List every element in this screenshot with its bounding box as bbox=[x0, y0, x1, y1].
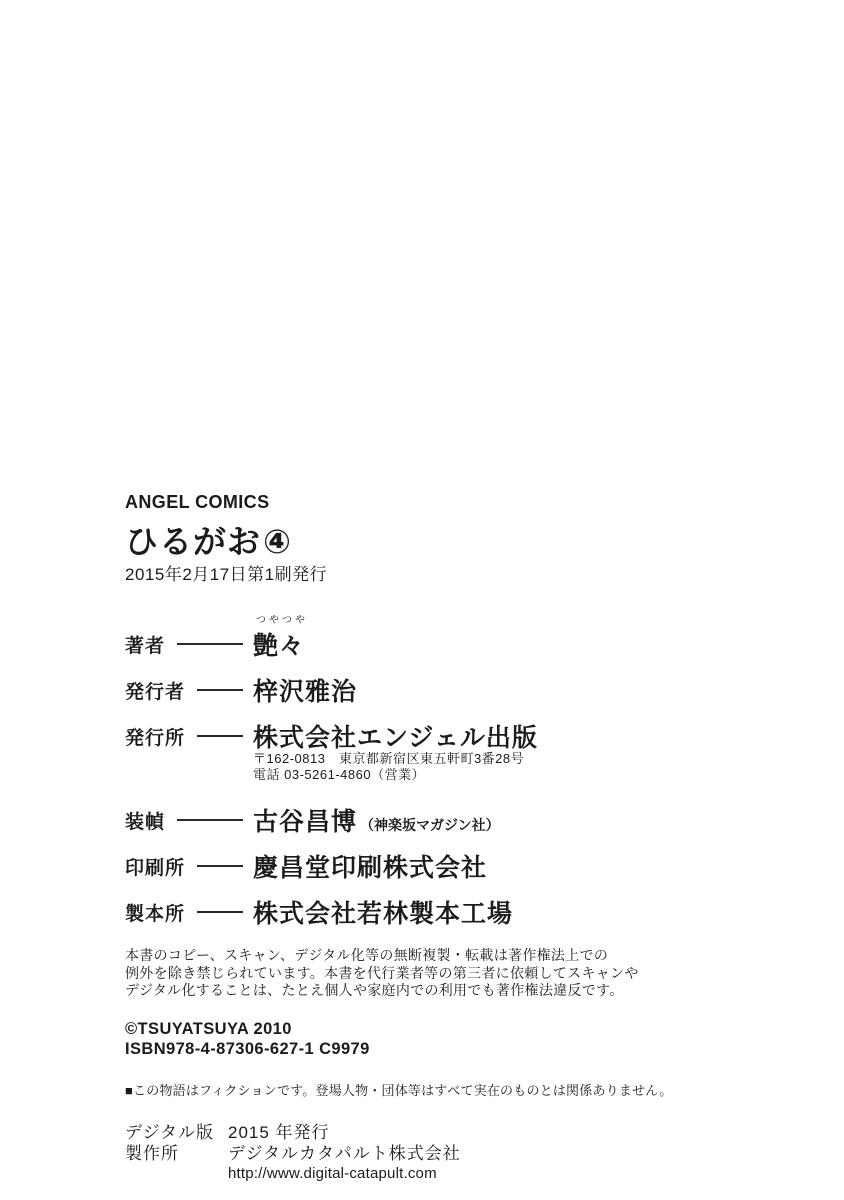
furigana-label: つやつや bbox=[256, 615, 308, 626]
credit-value: 慶昌堂印刷株式会社 bbox=[253, 854, 488, 882]
credit-row-bookbinder bbox=[125, 899, 765, 928]
credit-label: 発行所 bbox=[125, 727, 186, 749]
rule-line bbox=[177, 643, 243, 645]
imprint-label: ANGEL COMICS bbox=[125, 492, 270, 512]
book-title-text: ひるがお bbox=[125, 523, 261, 560]
print-date: 2015年2月17日第1刷発行 bbox=[125, 565, 328, 584]
designer-affiliation-note: （神楽坂マガジン社） bbox=[360, 817, 500, 833]
copyright-notice-line: 本書のコピー、スキャン、デジタル化等の無断複製・転載は著作権法上での bbox=[125, 947, 609, 963]
colophon-content bbox=[125, 492, 765, 1183]
credit-label: 著者 bbox=[125, 635, 166, 657]
copyright-line: ©TSUYATSUYA 2010 bbox=[125, 1019, 292, 1038]
credit-label: 印刷所 bbox=[125, 857, 186, 879]
rule-line bbox=[177, 819, 243, 821]
copyright-notice-line: デジタル化することは、たとえ個人や家庭内での利用でも著作権法違反です。 bbox=[125, 982, 624, 998]
credit-value: 株式会社エンジェル出版 bbox=[253, 724, 538, 752]
rule-line bbox=[197, 735, 243, 737]
credit-row-author bbox=[125, 615, 765, 660]
credit-value: 株式会社若林製本工場 bbox=[253, 900, 514, 928]
production-row bbox=[125, 1143, 765, 1164]
publisher-address: 〒162-0813 東京都新宿区東五軒町3番28号 bbox=[253, 751, 525, 766]
rule-line bbox=[197, 865, 243, 867]
credit-row-binding-designer bbox=[125, 807, 765, 836]
production-label: 製作所 bbox=[125, 1143, 179, 1163]
fiction-disclaimer: ■この物語はフィクションです。登場人物・団体等はすべて実在のものとは関係ありません。 bbox=[125, 1082, 673, 1098]
rule-line bbox=[197, 911, 243, 913]
publisher-phone: 電話 03-5261-4860（営業） bbox=[253, 767, 426, 782]
copyright-notice-line: 例外を除き禁じられています。本書を代行業者等の第三者に依頼してスキャンや bbox=[125, 964, 639, 981]
credit-value: 梓沢雅治 bbox=[253, 678, 358, 706]
credit-row-publisher-company bbox=[125, 723, 765, 752]
credit-label: 発行者 bbox=[125, 681, 186, 703]
credit-label: 装幀 bbox=[125, 811, 166, 833]
volume-number: ④ bbox=[263, 523, 292, 560]
credits-list bbox=[125, 615, 765, 928]
credit-value: つやつや 艶々 bbox=[253, 626, 305, 662]
digital-edition-row bbox=[125, 1122, 765, 1143]
production-value: デジタルカタパルト株式会社 bbox=[228, 1143, 461, 1163]
book-title bbox=[125, 525, 765, 558]
digital-edition-block bbox=[125, 1122, 765, 1183]
digital-edition-label: デジタル版 bbox=[125, 1122, 214, 1142]
credit-row-printer bbox=[125, 853, 765, 882]
production-url: http://www.digital-catapult.com bbox=[228, 1164, 437, 1182]
copyright-notice bbox=[125, 947, 765, 1000]
publisher-contact bbox=[253, 751, 765, 783]
isbn-line: ISBN978-4-87306-627-1 C9979 bbox=[125, 1039, 370, 1058]
credit-value: 古谷昌博 （神楽坂マガジン社） bbox=[253, 808, 500, 836]
digital-edition-value: 2015 年発行 bbox=[228, 1122, 330, 1142]
credit-row-publisher-person bbox=[125, 677, 765, 706]
rule-line bbox=[197, 689, 243, 691]
credit-label: 製本所 bbox=[125, 903, 186, 925]
rights-block bbox=[125, 1019, 765, 1059]
